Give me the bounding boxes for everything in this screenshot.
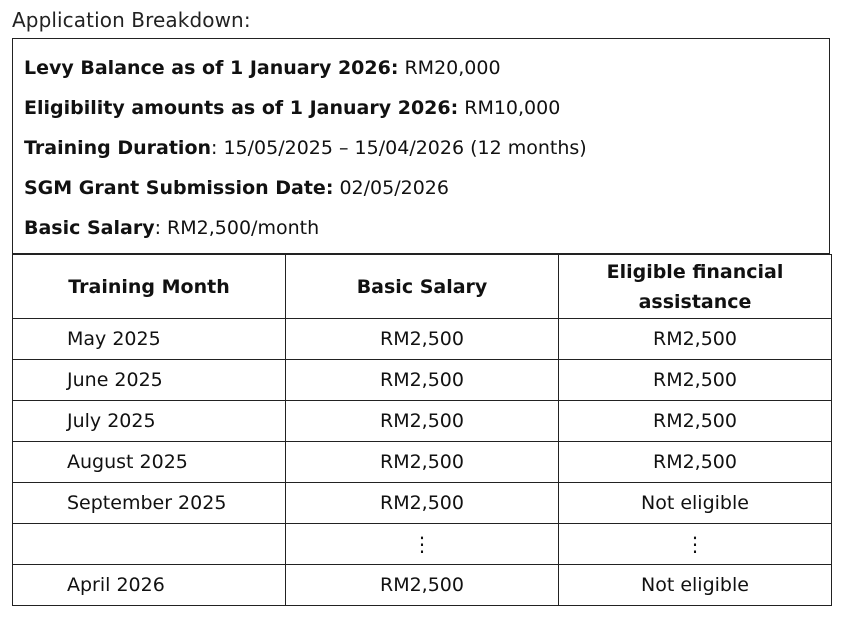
cell-assistance: RM2,500: [559, 401, 832, 442]
basic-salary-line: [24, 217, 319, 239]
table-header-row: [13, 255, 832, 319]
eligibility-amount-label: Eligibility amounts as of 1 January 2026:: [24, 97, 459, 119]
basic-salary-value: : RM2,500/month: [154, 217, 320, 239]
levy-balance-value: RM20,000: [398, 57, 501, 79]
cell-salary: RM2,500: [286, 360, 559, 401]
cell-salary: RM2,500: [286, 442, 559, 483]
cell-salary: RM2,500: [286, 565, 559, 606]
cell-salary: RM2,500: [286, 483, 559, 524]
header-training-month: Training Month: [13, 255, 286, 319]
levy-balance-label: Levy Balance as of 1 January 2026:: [24, 57, 399, 79]
training-duration-label: Training Duration: [24, 137, 212, 159]
breakdown-table: [12, 254, 832, 606]
cell-month: September 2025: [13, 483, 286, 524]
cell-month: July 2025: [13, 401, 286, 442]
cell-salary: RM2,500: [286, 401, 559, 442]
cell-month: [13, 524, 286, 565]
levy-balance-line: [24, 57, 501, 79]
cell-month: June 2025: [13, 360, 286, 401]
cell-assistance-ellipsis: ⋮: [559, 524, 832, 565]
training-duration-value: : 15/05/2025 – 15/04/2026 (12 months): [211, 137, 587, 159]
eligibility-amount-value: RM10,000: [458, 97, 561, 119]
table-row: [13, 401, 832, 442]
cell-month: August 2025: [13, 442, 286, 483]
submission-date-value: 02/05/2026: [333, 177, 449, 199]
cell-assistance: Not eligible: [559, 483, 832, 524]
section-heading: Application Breakdown:: [12, 8, 251, 32]
table-row: [13, 360, 832, 401]
submission-date-label: SGM Grant Submission Date:: [24, 177, 334, 199]
submission-date-line: [24, 177, 449, 199]
cell-month: April 2026: [13, 565, 286, 606]
header-basic-salary: Basic Salary: [286, 255, 559, 319]
eligibility-amount-line: [24, 97, 560, 119]
cell-salary: RM2,500: [286, 319, 559, 360]
basic-salary-label: Basic Salary: [24, 217, 155, 239]
training-duration-line: [24, 137, 587, 159]
application-info-box: [12, 38, 830, 254]
cell-assistance: RM2,500: [559, 360, 832, 401]
header-eligible-assistance: Eligible financial assistance: [559, 255, 832, 319]
table-row: [13, 319, 832, 360]
cell-month: May 2025: [13, 319, 286, 360]
cell-assistance: RM2,500: [559, 442, 832, 483]
cell-assistance: RM2,500: [559, 319, 832, 360]
table-row-ellipsis: [13, 524, 832, 565]
table-row: [13, 483, 832, 524]
table-row: [13, 565, 832, 606]
cell-salary-ellipsis: ⋮: [286, 524, 559, 565]
cell-assistance: Not eligible: [559, 565, 832, 606]
table-row: [13, 442, 832, 483]
